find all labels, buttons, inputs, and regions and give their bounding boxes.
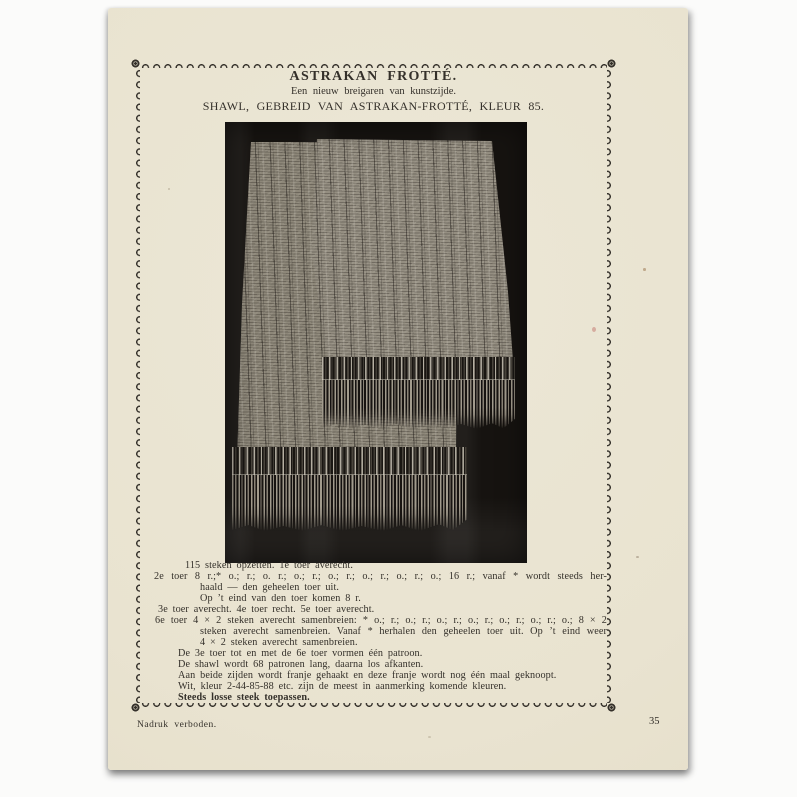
instruction-line-emphasis: Steeds losse steek toepassen.	[178, 692, 310, 703]
border-corner-ornament-bottom-right	[607, 703, 616, 712]
instruction-line: steken averecht samenbreien. Vanaf * herhalen den geheelen toer uit. Op ’t eind weer	[200, 626, 607, 637]
border-chain-left	[131, 68, 140, 703]
instruction-line: 2e toer 8 r.;* o.; r.; o. r.; o.; r.; o.; r.; o.; r.; o.; r.; o.; 16 r.; vanaf * wordt steeds her-	[154, 571, 607, 582]
knitting-instructions	[152, 560, 607, 703]
foxing-speck	[592, 327, 596, 332]
article-subtitle: Een nieuw breigaren van kunstzijde.	[290, 86, 457, 97]
instruction-line: De 3e toer tot en met de 6e toer vormen één patroon.	[178, 648, 423, 659]
border-corner-ornament-top-right	[607, 59, 616, 68]
article-heading: SHAWL, GEBREID VAN ASTRAKAN-FROTTÉ, KLEUR 85.	[202, 99, 545, 113]
instruction-line: Wit, kleur 2-44-85-88 etc. zijn de meest in aanmerking komende kleuren.	[178, 681, 507, 692]
shawl-fringe-middle	[322, 357, 515, 429]
copyright-notice: Nadruk verboden.	[137, 720, 217, 730]
border-chain-top	[140, 59, 607, 68]
border-corner-ornament-top-left	[131, 59, 140, 68]
instruction-line: Op ’t eind van den toer komen 8 r.	[200, 593, 361, 604]
instruction-line: Aan beide zijden wordt franje gehaakt en deze franje wordt nog één maal geknoopt.	[178, 670, 557, 681]
border-chain-bottom	[140, 703, 607, 712]
foxing-speck	[428, 736, 431, 738]
foxing-speck	[643, 268, 646, 271]
instruction-line: 6e toer 4 × 2 steken averecht samenbreien: * o.; r.; o.; r.; o.; r.; o.; r.; o.; r.; o.; r.; o.; 8 × 2	[155, 615, 607, 626]
foxing-speck	[636, 556, 639, 558]
border-corner-ornament-bottom-left	[131, 703, 140, 712]
magazine-page	[108, 8, 688, 770]
border-chain-right	[607, 68, 616, 703]
foxing-speck	[168, 188, 170, 190]
shawl-photo	[225, 122, 527, 563]
page-number: 35	[649, 716, 660, 727]
instruction-line: De shawl wordt 68 patronen lang, daarna los afkanten.	[178, 659, 424, 670]
instruction-line: haald — den geheelen toer uit.	[200, 582, 340, 593]
shawl-fringe-bottom	[232, 447, 467, 531]
article-header	[140, 69, 607, 113]
article-title: ASTRAKAN FROTTÉ.	[289, 69, 458, 84]
instruction-line: 4 × 2 steken averecht samenbreien.	[200, 637, 358, 648]
instruction-line: 115 steken opzetten. 1e toer averecht.	[185, 560, 354, 571]
instruction-line: 3e toer averecht. 4e toer recht. 5e toer averecht.	[158, 604, 375, 615]
